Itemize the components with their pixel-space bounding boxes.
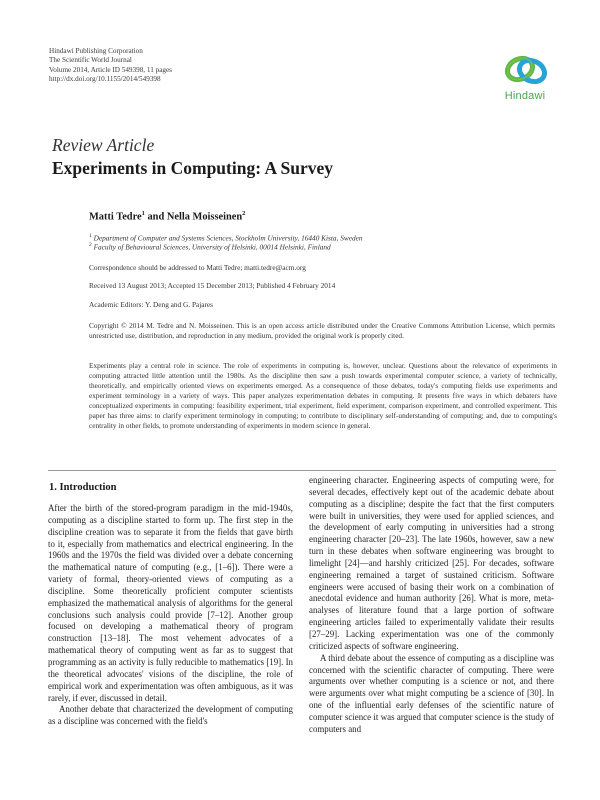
copyright-notice: Copyright © 2014 M. Tedre and N. Moisseinen. This is an open access article distributed under the Creative Commons Attribution License, which permits unrestricted use, distribution, and reproduction in any medium, provided the original work is properly cited. [89, 321, 555, 340]
journal-name: The Scientific World Journal [49, 56, 132, 65]
affiliation-mark: 1 [89, 233, 92, 239]
section-divider [48, 470, 556, 471]
affiliation [89, 241, 555, 252]
academic-editors: Academic Editors: Y. Deng and G. Pajares [89, 300, 214, 309]
publisher-name: Hindawi Publishing Corporation [49, 47, 143, 55]
affiliation-text: Department of Computer and Systems Sciences, Stockholm University, 16440 Kista, Sweden [93, 233, 363, 243]
body-paragraph: After the birth of the stored-program paradigm in the mid-1940s, computing as a discipline started to form up. The first step in the discipline creation was to separate it from the fields that gave birth to it, especially from mathematics and electrical engineering. In the 1960s and the 1970s the field was divided over a debate concerning the mathematical nature of computing (e.g., [1–6]). There were a variety of formal, theory-oriented views of computing as a discipline. Some theoretically proficient computer scientists emphasized the mathematical analysis of algorithms for the general conclusions such analysis could provide [7–12]. Another group focused on developing a mathematical theory of program construction [13–18]. The most vehement advocates of a mathematical theory of computing went as far as to suggest that programming as an activity is fully reducible to mathematics [19]. In the theoretical advocates' visions of the discipline, the role of empirical work and experimentation was often ambiguous, as it was rarely, if ever, discussed in detail. [48, 503, 293, 703]
author-separator: and [144, 211, 167, 223]
body-paragraph: Another debate that characterized the development of computing as a discipline was concerned with the field's [48, 704, 293, 727]
doi-link[interactable]: http://dx.doi.org/10.1155/2014/549398 [49, 74, 161, 83]
volume-line: Volume 2014, Article ID 549398, 11 pages [49, 65, 172, 74]
body-paragraph: engineering character. Engineering aspects of computing were, for several decades, effectively kept out of the academic debate about computing as a discipline; despite the fact that the first computers were built in universities, they were used for applied sciences, and the development of early computing in universities had a strong engineering character [20–23]. The late 1960s, however, saw a new turn in these debates when software engineering was brought to limelight [24]—and harshly criticized [25]. For decades, software engineering remained a target of sustained criticism. Software engineers were accused of basing their work on a combination of anecdotal evidence and human authority [26]. What is more, meta-analyses of literature found that a large portion of software engineering articles failed to experimentally validate their results [27–29]. Lacking experimentation was one of the commonly criticized aspects of software engineering. [309, 475, 554, 651]
author-name: Matti Tedre [89, 211, 142, 223]
article-title: Experiments in Computing: A Survey [52, 158, 333, 178]
article-type: Review Article [52, 135, 155, 155]
publication-dates: Received 13 August 2013; Accepted 15 December 2013; Published 4 February 2014 [89, 281, 336, 290]
section-heading: 1. Introduction [49, 482, 117, 493]
author-name: Nella Moisseinen [166, 211, 243, 223]
body-column-right [309, 475, 554, 736]
author-affiliation-mark: 1 [141, 210, 145, 217]
body-paragraph: A third debate about the essence of computing as a discipline was concerned with the scientific character of computing. There were arguments over whether computing is a science or not, and there were arguments over what might computing be a science of [30]. In one of the influential early defenses of the scientific nature of computer science it was argued that computer science is the study of computers and [309, 652, 554, 734]
author-affiliation-mark: 2 [242, 210, 246, 217]
hindawi-logo-text: Hindawi [504, 90, 546, 102]
affiliation-text: Faculty of Behavioural Sciences, University of Helsinki, 00014 Helsinki, Finland [93, 242, 331, 252]
abstract: Experiments play a central role in science. The role of experiments in computing is, however, unclear. Questions about the relevance of experiments in computing attracted little attention until the 1980s. As the discipline then saw a push towards experimental computer science, a variety of technically, theoretically, and empirically oriented views on experiments emerged. As a consequence of those debates, today's computing fields use experiments and experiment terminology in a variety of ways. This paper analyzes experimentation debates in computing. It presents five ways in which debaters have conceptualized experiments in computing: feasibility experiment, trial experiment, field experiment, comparison experiment, and controlled experiment. This paper has three aims: to clarify experiment terminology in computing; to contribute to disciplinary self-understanding of computing; and, due to computing's centrality in other fields, to promote understanding of experiments in modern science in general. [89, 361, 557, 430]
correspondence: Correspondence should be addressed to Matti Tedre; matti.tedre@acm.org [89, 263, 306, 272]
affiliation-mark: 2 [89, 242, 92, 248]
publication-info [49, 47, 172, 84]
body-column-left [48, 503, 293, 728]
author-list [89, 210, 245, 222]
